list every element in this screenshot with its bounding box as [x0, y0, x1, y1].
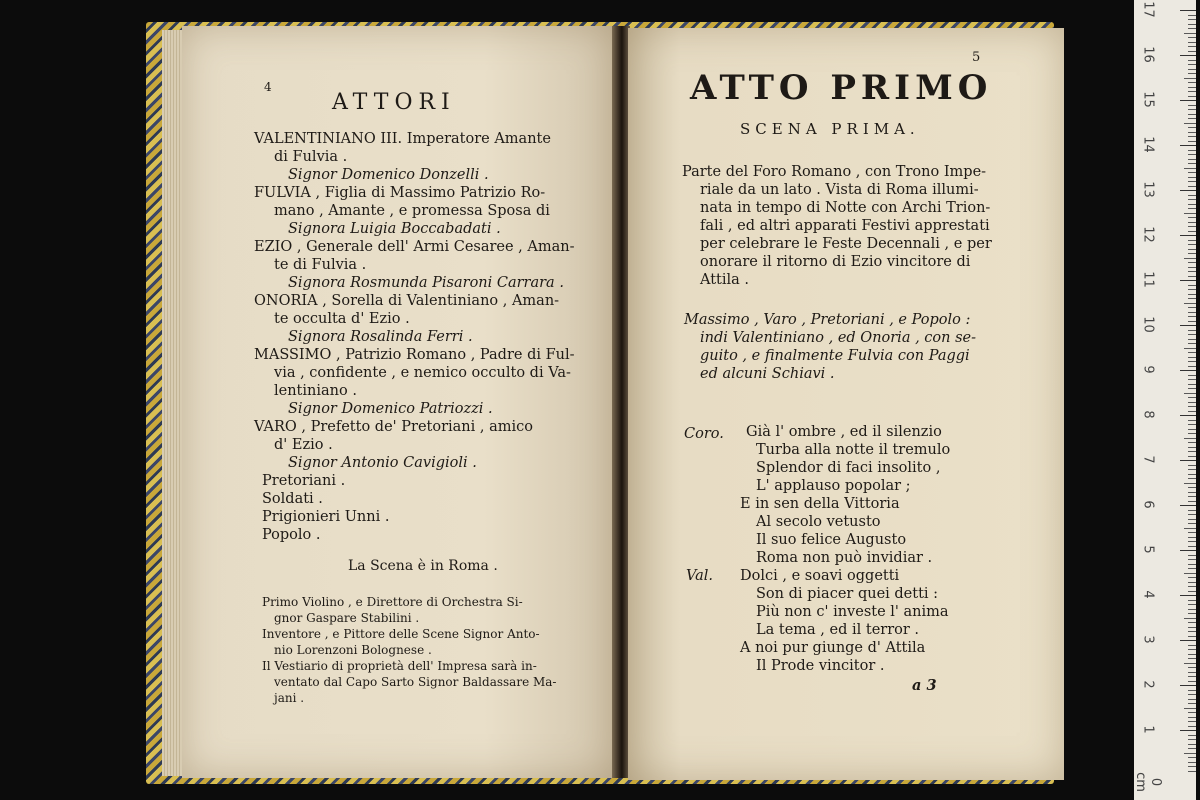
- ruler-tick: [1180, 100, 1196, 101]
- ruler-tick: [1188, 541, 1196, 542]
- ruler-tick: [1188, 375, 1196, 376]
- ruler-tick: [1188, 555, 1196, 556]
- ruler-tick: [1188, 109, 1196, 110]
- characters-line: ed alcuni Schiavi .: [700, 366, 835, 382]
- ruler-tick: [1188, 132, 1196, 133]
- ruler-tick: [1188, 487, 1196, 488]
- speaker-label: Coro.: [684, 426, 724, 442]
- ruler-tick: [1188, 42, 1196, 43]
- ruler-tick: [1188, 357, 1196, 358]
- ruler-tick: [1180, 415, 1196, 416]
- text-line: Signor Domenico Donzelli .: [288, 167, 489, 183]
- text-line: Signora Rosalinda Ferri .: [288, 329, 473, 345]
- text-line: ONORIA , Sorella di Valentiniano , Aman-: [254, 293, 560, 309]
- ruler-tick: [1188, 388, 1196, 389]
- ruler-tick: [1188, 627, 1196, 628]
- ruler-tick: [1188, 186, 1196, 187]
- ruler-tick: [1184, 348, 1196, 349]
- ruler-tick: [1188, 195, 1196, 196]
- ruler-number: 13: [1140, 181, 1156, 198]
- ruler-tick: [1180, 10, 1196, 11]
- text-line: Soldati .: [262, 491, 323, 507]
- ruler-tick: [1188, 150, 1196, 151]
- ruler-tick: [1188, 87, 1196, 88]
- text-line: te di Fulvia .: [274, 257, 367, 273]
- ruler-number: 8: [1140, 410, 1156, 419]
- ruler-tick: [1188, 253, 1196, 254]
- ruler-tick: [1180, 280, 1196, 281]
- ruler-tick: [1180, 505, 1196, 506]
- verse-line: Turba alla notte il tremulo: [756, 442, 951, 458]
- left-page: [182, 26, 614, 778]
- ruler-tick: [1188, 519, 1196, 520]
- page-number: 4: [264, 80, 272, 94]
- verse-line: Al secolo vetusto: [756, 514, 881, 530]
- ruler-tick: [1180, 685, 1196, 686]
- ruler-tick: [1188, 262, 1196, 263]
- speaker-label: Val.: [686, 568, 714, 584]
- ruler-number: 11: [1140, 271, 1156, 288]
- ruler-tick: [1188, 577, 1196, 578]
- ruler-tick: [1180, 460, 1196, 461]
- ruler-tick: [1184, 573, 1196, 574]
- ruler-tick: [1188, 631, 1196, 632]
- ruler-tick: [1184, 618, 1196, 619]
- text-line: te occulta d' Ezio .: [274, 311, 410, 327]
- verse-line: Roma non può invidiar .: [756, 550, 933, 566]
- ruler-tick: [1188, 118, 1196, 119]
- ruler-tick: [1188, 330, 1196, 331]
- ruler-tick: [1184, 528, 1196, 529]
- ruler-tick: [1188, 289, 1196, 290]
- ruler-tick: [1188, 429, 1196, 430]
- ruler-tick: [1188, 645, 1196, 646]
- ruler-tick: [1188, 28, 1196, 29]
- ruler-tick: [1180, 370, 1196, 371]
- verse-line: Il suo felice Augusto: [756, 532, 907, 548]
- ruler-tick: [1180, 325, 1196, 326]
- ruler-tick: [1188, 204, 1196, 205]
- ruler-tick: [1184, 33, 1196, 34]
- characters-line: guito , e finalmente Fulvia con Paggi: [700, 348, 970, 364]
- ruler-tick: [1188, 82, 1196, 83]
- description-line: Parte del Foro Romano , con Trono Impe-: [682, 164, 987, 180]
- ruler-number: 9: [1140, 365, 1156, 374]
- ruler-tick: [1188, 217, 1196, 218]
- ruler-tick: [1188, 249, 1196, 250]
- ruler-tick: [1188, 739, 1196, 740]
- verse-line: L' applauso popolar ;: [756, 478, 911, 494]
- text-line: Signora Luigia Boccabadati .: [288, 221, 501, 237]
- text-line: VALENTINIANO III. Imperatore Amante: [254, 131, 551, 147]
- ruler-tick: [1184, 168, 1196, 169]
- ruler-number: 0 cm: [1133, 772, 1163, 792]
- ruler-tick: [1188, 721, 1196, 722]
- ruler-number: 2: [1140, 680, 1156, 689]
- ruler-tick: [1188, 465, 1196, 466]
- ruler-tick: [1188, 748, 1196, 749]
- ruler-tick: [1188, 226, 1196, 227]
- ruler-tick: [1184, 123, 1196, 124]
- ruler-tick: [1188, 447, 1196, 448]
- ruler-number: 7: [1140, 455, 1156, 464]
- ruler-tick: [1184, 78, 1196, 79]
- ruler-tick: [1188, 199, 1196, 200]
- ruler-tick: [1188, 726, 1196, 727]
- credit-line: jani .: [274, 691, 305, 705]
- ruler-number: 12: [1140, 226, 1156, 243]
- page-number: 5: [972, 50, 981, 65]
- ruler-tick: [1188, 676, 1196, 677]
- text-line: VARO , Prefetto de' Pretoriani , amico: [254, 419, 533, 435]
- ruler-tick: [1188, 699, 1196, 700]
- ruler-tick: [1188, 766, 1196, 767]
- ruler-tick: [1180, 640, 1196, 641]
- text-line: Signora Rosmunda Pisaroni Carrara .: [288, 275, 564, 291]
- ruler-tick: [1188, 352, 1196, 353]
- ruler-tick: [1188, 762, 1196, 763]
- ruler-tick: [1184, 483, 1196, 484]
- description-line: per celebrare le Feste Decennali , e per: [700, 236, 992, 252]
- ruler-tick: [1188, 60, 1196, 61]
- ruler-tick: [1188, 136, 1196, 137]
- ruler-tick: [1188, 114, 1196, 115]
- verse-text: Già l' ombre , ed il silenzio: [746, 424, 942, 440]
- verse-line: A noi pur giunge d' Attila: [740, 640, 926, 656]
- measuring-ruler: [1134, 0, 1196, 800]
- ruler-tick: [1184, 393, 1196, 394]
- ruler-tick: [1188, 172, 1196, 173]
- ruler-tick: [1188, 469, 1196, 470]
- text-line: Prigionieri Unni .: [262, 509, 390, 525]
- ruler-tick: [1188, 96, 1196, 97]
- ruler-tick: [1188, 757, 1196, 758]
- ruler-tick: [1188, 231, 1196, 232]
- ruler-tick: [1188, 658, 1196, 659]
- text-line: via , confidente , e nemico occulto di Va-: [274, 365, 571, 381]
- text-line: Signor Domenico Patriozzi .: [288, 401, 493, 417]
- ruler-number: 5: [1140, 545, 1156, 554]
- ruler-tick: [1188, 613, 1196, 614]
- ruler-tick: [1188, 127, 1196, 128]
- ruler-tick: [1188, 402, 1196, 403]
- ruler-tick: [1188, 478, 1196, 479]
- ruler-tick: [1188, 379, 1196, 380]
- ruler-tick: [1188, 667, 1196, 668]
- ruler-tick: [1180, 595, 1196, 596]
- ruler-tick: [1188, 285, 1196, 286]
- ruler-tick: [1188, 649, 1196, 650]
- ruler-tick: [1180, 145, 1196, 146]
- ruler-tick: [1188, 424, 1196, 425]
- ruler-tick: [1188, 537, 1196, 538]
- scene-note: La Scena è in Roma .: [348, 558, 498, 574]
- verse-line: [746, 424, 942, 440]
- right-page: [628, 28, 1064, 780]
- ruler-tick: [1188, 46, 1196, 47]
- ruler-tick: [1188, 312, 1196, 313]
- ruler-tick: [1188, 244, 1196, 245]
- ruler-tick: [1188, 604, 1196, 605]
- ruler-tick: [1188, 546, 1196, 547]
- credit-line: Il Vestiario di proprietà dell' Impresa sarà in-: [262, 659, 537, 673]
- ruler-number: 6: [1140, 500, 1156, 509]
- ruler-tick: [1188, 37, 1196, 38]
- ruler-tick: [1188, 609, 1196, 610]
- ruler-tick: [1188, 568, 1196, 569]
- verse-line: La tema , ed il terror .: [756, 622, 920, 638]
- ruler-tick: [1188, 474, 1196, 475]
- verse-line: Dolci , e soavi oggetti: [740, 568, 900, 584]
- ruler-tick: [1188, 420, 1196, 421]
- page-title: ATTO PRIMO: [690, 68, 993, 108]
- ruler-tick: [1188, 523, 1196, 524]
- ruler-number: 1: [1140, 725, 1156, 734]
- ruler-tick: [1188, 654, 1196, 655]
- ruler-tick: [1188, 744, 1196, 745]
- ruler-number: 15: [1140, 91, 1156, 108]
- ruler-tick: [1188, 397, 1196, 398]
- text-line: d' Ezio .: [274, 437, 333, 453]
- ruler-number: 3: [1140, 635, 1156, 644]
- credit-line: ventato dal Capo Sarto Signor Baldassare Ma-: [274, 675, 557, 689]
- verse-line: Splendor di faci insolito ,: [756, 460, 941, 476]
- credit-line: nio Lorenzoni Bolognese .: [274, 643, 432, 657]
- verse-line: E in sen della Vittoria: [740, 496, 900, 512]
- ruler-number: 16: [1140, 46, 1156, 63]
- ruler-tick: [1184, 303, 1196, 304]
- text-line: lentiniano .: [274, 383, 357, 399]
- ruler-tick: [1188, 694, 1196, 695]
- signature-mark: a 3: [912, 677, 937, 694]
- description-line: riale da un lato . Vista di Roma illumi-: [700, 182, 979, 198]
- credit-line: Primo Violino , e Direttore di Orchestra Si-: [262, 595, 523, 609]
- ruler-tick: [1188, 91, 1196, 92]
- ruler-tick: [1188, 208, 1196, 209]
- verse-line: Più non c' investe l' anima: [756, 604, 949, 620]
- ruler-number: 14: [1140, 136, 1156, 153]
- ruler-tick: [1188, 703, 1196, 704]
- ruler-tick: [1188, 15, 1196, 16]
- ruler-tick: [1184, 663, 1196, 664]
- ruler-tick: [1188, 406, 1196, 407]
- characters-line: indi Valentiniano , ed Onoria , con se-: [700, 330, 977, 346]
- ruler-tick: [1188, 361, 1196, 362]
- ruler-tick: [1188, 433, 1196, 434]
- ruler-tick: [1188, 514, 1196, 515]
- text-line: di Fulvia .: [274, 149, 348, 165]
- text-line: EZIO , Generale dell' Armi Cesaree , Aman-: [254, 239, 575, 255]
- characters-line: Massimo , Varo , Pretoriani , e Popolo :: [684, 312, 971, 328]
- ruler-tick: [1188, 564, 1196, 565]
- ruler-tick: [1188, 105, 1196, 106]
- ruler-tick: [1188, 456, 1196, 457]
- ruler-tick: [1188, 181, 1196, 182]
- text-line: MASSIMO , Patrizio Romano , Padre di Ful-: [254, 347, 575, 363]
- ruler-tick: [1188, 307, 1196, 308]
- ruler-tick: [1188, 451, 1196, 452]
- ruler-tick: [1180, 235, 1196, 236]
- ruler-tick: [1188, 64, 1196, 65]
- ruler-tick: [1188, 271, 1196, 272]
- ruler-tick: [1188, 366, 1196, 367]
- text-line: Popolo .: [262, 527, 321, 543]
- ruler-tick: [1188, 177, 1196, 178]
- description-line: onorare il ritorno di Ezio vincitore di: [700, 254, 971, 270]
- ruler-tick: [1180, 190, 1196, 191]
- verse-line: Son di piacer quei detti :: [756, 586, 939, 602]
- ruler-tick: [1180, 55, 1196, 56]
- ruler-tick: [1188, 141, 1196, 142]
- ruler-tick: [1188, 492, 1196, 493]
- ruler-tick: [1188, 591, 1196, 592]
- text-line: Signor Antonio Cavigioli .: [288, 455, 477, 471]
- ruler-tick: [1184, 708, 1196, 709]
- ruler-tick: [1188, 339, 1196, 340]
- ruler-tick: [1188, 19, 1196, 20]
- page-title: ATTORI: [332, 90, 456, 115]
- ruler-tick: [1188, 510, 1196, 511]
- ruler-tick: [1188, 51, 1196, 52]
- ruler-tick: [1184, 258, 1196, 259]
- ruler-number: 4: [1140, 590, 1156, 599]
- ruler-tick: [1188, 334, 1196, 335]
- description-line: Attila .: [700, 272, 750, 288]
- ruler-tick: [1188, 586, 1196, 587]
- ruler-tick: [1188, 771, 1196, 772]
- ruler-tick: [1188, 712, 1196, 713]
- ruler-number: 17: [1140, 1, 1156, 18]
- text-line: FULVIA , Figlia di Massimo Patrizio Ro-: [254, 185, 546, 201]
- ruler-tick: [1188, 672, 1196, 673]
- ruler-tick: [1188, 411, 1196, 412]
- ruler-tick: [1188, 222, 1196, 223]
- ruler-tick: [1188, 316, 1196, 317]
- ruler-tick: [1188, 690, 1196, 691]
- ruler-tick: [1188, 501, 1196, 502]
- ruler-tick: [1188, 24, 1196, 25]
- ruler-tick: [1180, 550, 1196, 551]
- description-line: fali , ed altri apparati Festivi apprestati: [700, 218, 990, 234]
- ruler-tick: [1184, 753, 1196, 754]
- description-line: nata in tempo di Notte con Archi Trion-: [700, 200, 991, 216]
- ruler-tick: [1188, 73, 1196, 74]
- ruler-tick: [1188, 294, 1196, 295]
- ruler-tick: [1188, 384, 1196, 385]
- ruler-tick: [1188, 681, 1196, 682]
- ruler-tick: [1188, 69, 1196, 70]
- ruler-tick: [1188, 267, 1196, 268]
- ruler-tick: [1188, 717, 1196, 718]
- text-line: Pretoriani .: [262, 473, 346, 489]
- ruler-tick: [1188, 343, 1196, 344]
- ruler-tick: [1188, 636, 1196, 637]
- ruler-tick: [1184, 438, 1196, 439]
- ruler-tick: [1188, 240, 1196, 241]
- ruler-tick: [1188, 496, 1196, 497]
- scene-title: SCENA PRIMA.: [740, 120, 920, 138]
- ruler-tick: [1180, 730, 1196, 731]
- ruler-tick: [1188, 600, 1196, 601]
- text-line: mano , Amante , e promessa Sposa di: [274, 203, 550, 219]
- ruler-tick: [1188, 559, 1196, 560]
- ruler-tick: [1188, 442, 1196, 443]
- ruler-tick: [1188, 159, 1196, 160]
- credit-line: Inventore , e Pittore delle Scene Signor Anto-: [262, 627, 540, 641]
- ruler-number: 10: [1140, 316, 1156, 333]
- ruler-tick: [1188, 622, 1196, 623]
- ruler-tick: [1188, 276, 1196, 277]
- ruler-tick: [1188, 163, 1196, 164]
- ruler-tick: [1188, 321, 1196, 322]
- ruler-tick: [1184, 213, 1196, 214]
- verse-line: Il Prode vincitor .: [756, 658, 885, 674]
- ruler-tick: [1188, 582, 1196, 583]
- ruler-tick: [1188, 298, 1196, 299]
- credit-line: gnor Gaspare Stabilini .: [274, 611, 420, 625]
- ruler-tick: [1188, 735, 1196, 736]
- ruler-tick: [1188, 532, 1196, 533]
- ruler-tick: [1188, 154, 1196, 155]
